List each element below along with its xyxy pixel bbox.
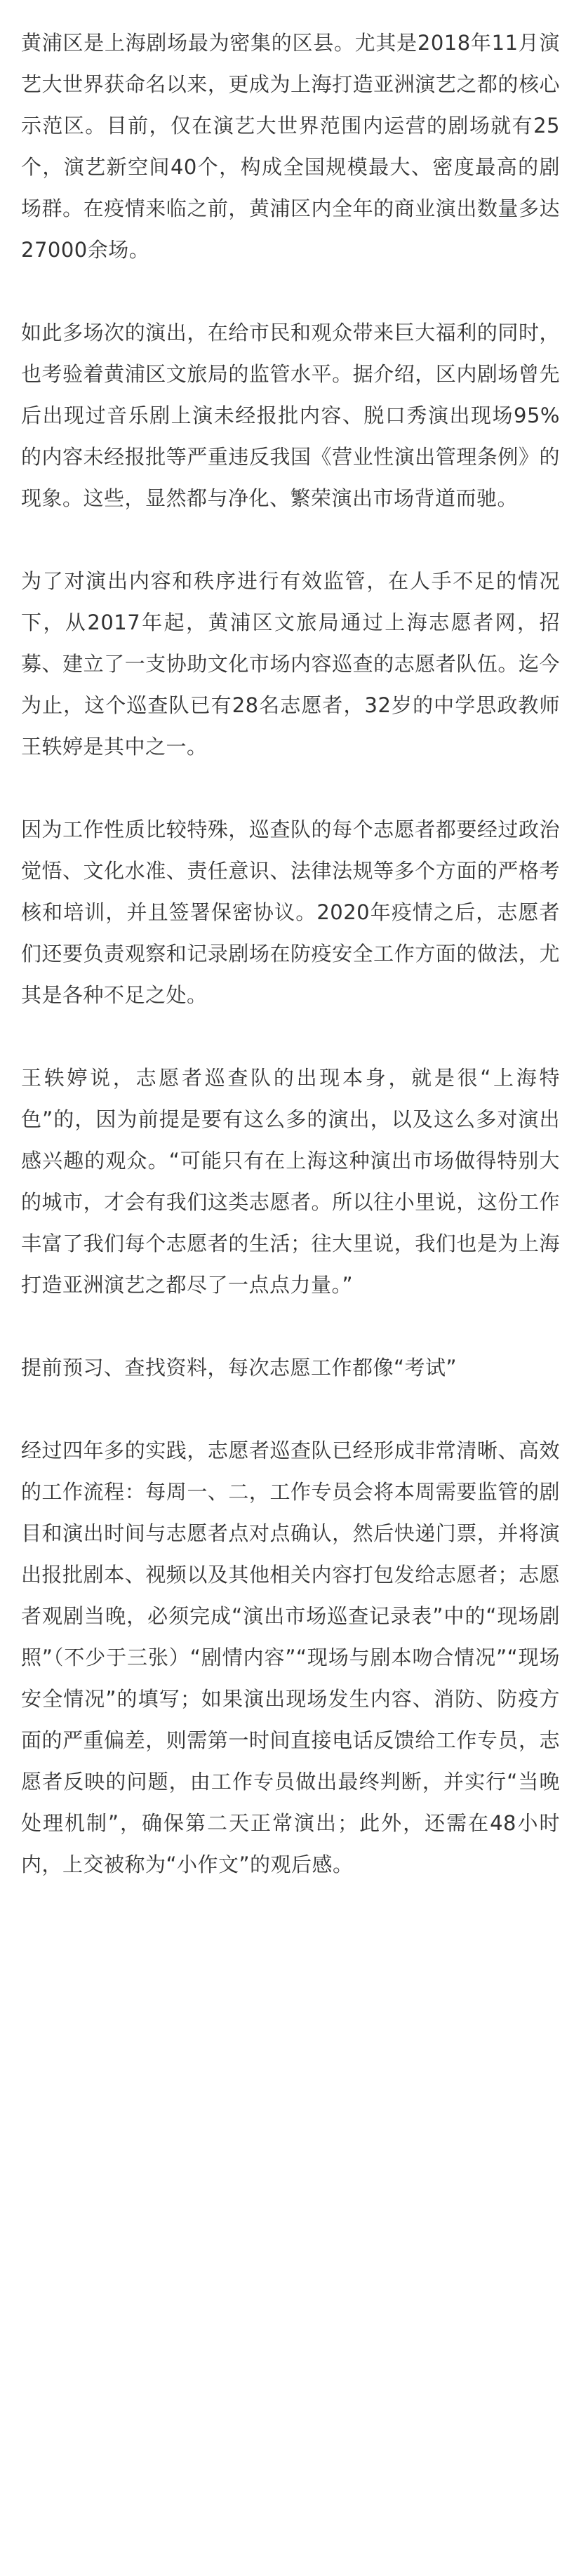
article-paragraph: 经过四年多的实践，志愿者巡查队已经形成非常清晰、高效的工作流程：每周一、二，工作专员会将本周需要监管的剧目和演出时间与志愿者点对点确认，然后快递门票，并将演出报批剧本、视频以及其他相关内容打包发给志愿者；志愿者观剧当晚，必须完成“演出市场巡查记录表”中的“现场剧照”（不少于三张）“剧情内容”“现场与剧本吻合情况”“现场安全情况”的填写；如果演出现场发生内容、消防、防疫方面的严重偏差，则需第一时间直接电话反馈给工作专员，志愿者反映的问题，由工作专员做出最终判断，并实行“当晚处理机制”，确保第二天正常演出；此外，还需在48小时内，上交被称为“小作文”的观后感。 [21, 1439, 560, 1876]
article-paragraph: 如此多场次的演出，在给市民和观众带来巨大福利的同时，也考验着黄浦区文旅局的监管水平。据介绍，区内剧场曾先后出现过音乐剧上演未经报批内容、脱口秀演出现场95%的内容未经报批等严重违反我国《营业性演出管理条例》的现象。这些，显然都与净化、繁荣演出市场背道而驰。 [21, 321, 560, 510]
section-heading: 提前预习、查找资料，每次志愿工作都像“考试” [21, 1356, 458, 1380]
article-paragraph: 王轶婷说，志愿者巡查队的出现本身，就是很“上海特色”的，因为前提是要有这么多的演出，以及这么多对演出感兴趣的观众。“可能只有在上海这种演出市场做得特别大的城市，才会有我们这类志愿者。所以往小里说，这份工作丰富了我们每个志愿者的生活；往大里说，我们也是为上海打造亚洲演艺之都尽了一点点力量。” [21, 1066, 560, 1297]
article-paragraph: 因为工作性质比较特殊，巡查队的每个志愿者都要经过政治觉悟、文化水准、责任意识、法律法规等多个方面的严格考核和培训，并且签署保密协议。2020年疫情之后，志愿者们还要负责观察和记录剧场在防疫安全工作方面的做法，尤其是各种不足之处。 [21, 817, 560, 1007]
article-paragraph: 为了对演出内容和秩序进行有效监管，在人手不足的情况下，从2017年起，黄浦区文旅局通过上海志愿者网，招募、建立了一支协助文化市场内容巡查的志愿者队伍。迄今为止，这个巡查队已有28名志愿者，32岁的中学思政教师王轶婷是其中之一。 [21, 569, 560, 759]
article-paragraph: 黄浦区是上海剧场最为密集的区县。尤其是2018年11月演艺大世界获命名以来，更成为上海打造亚洲演艺之都的核心示范区。目前，仅在演艺大世界范围内运营的剧场就有25个，演艺新空间40个，构成全国规模最大、密度最高的剧场群。在疫情来临之前，黄浦区内全年的商业演出数量多达27000余场。 [21, 31, 560, 262]
